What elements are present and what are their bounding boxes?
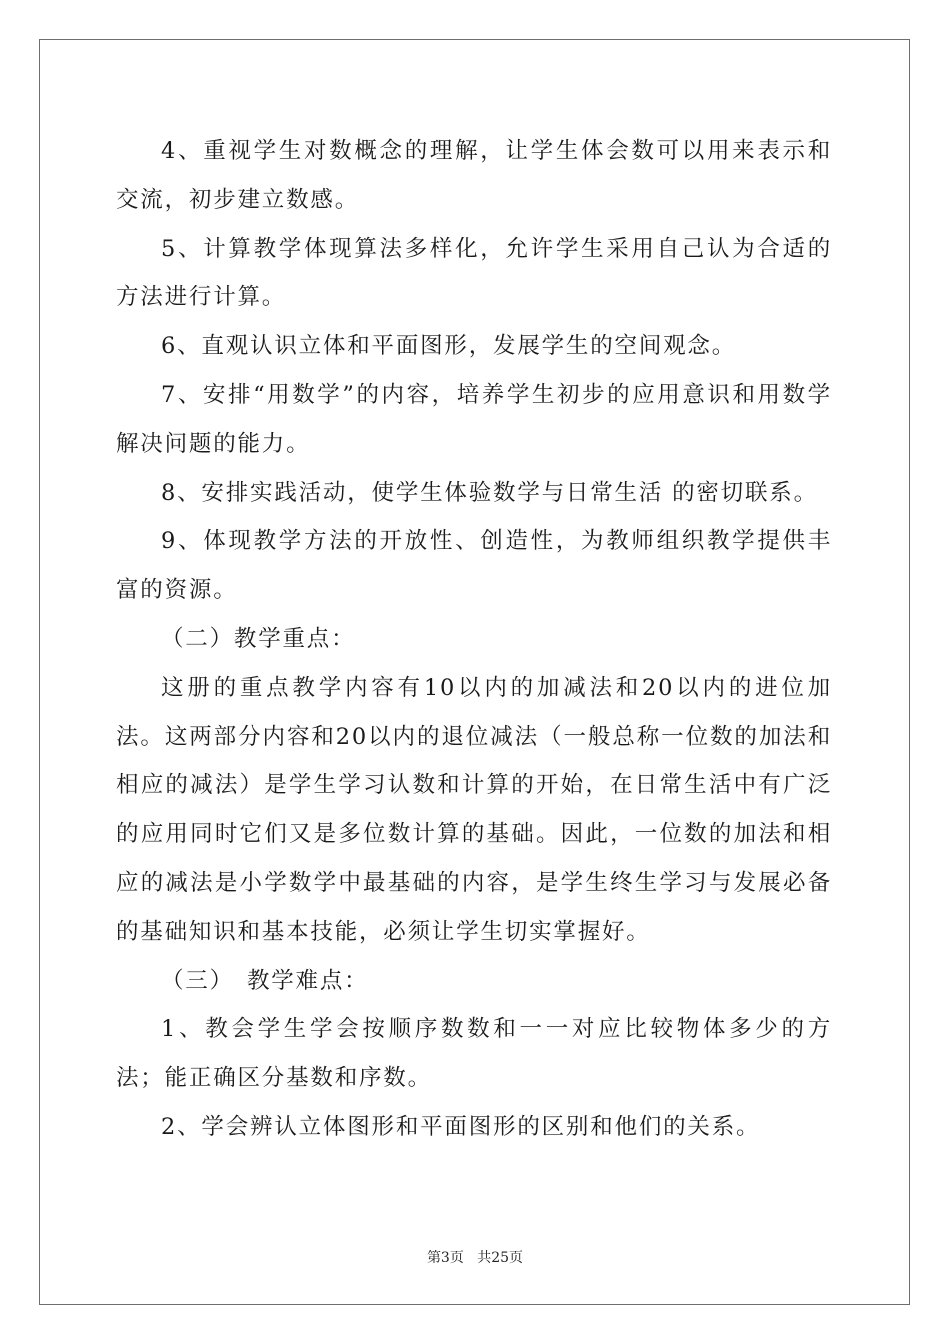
document-body (116, 127, 832, 1152)
paragraph-difficulty-1: 1、教会学生学会按顺序数数和一一对应比较物体多少的方法；能正确区分基数和序数。 (116, 1016, 832, 1092)
page-number: 第3页 (426, 1250, 464, 1266)
paragraph-item-9: 9、体现教学方法的开放性、创造性，为教师组织教学提供丰富的资源。 (116, 528, 832, 604)
paragraph-item-4: 4、重视学生对数概念的理解，让学生体会数可以用来表示和交流，初步建立数感。 (116, 138, 832, 213)
section-heading-key-points: （二）教学重点： (161, 625, 356, 652)
paragraph-item-5: 5、计算教学体现算法多样化，允许学生采用自己认为合适的方法进行计算。 (116, 235, 832, 311)
paragraph-key-points: 这册的重点教学内容有10以内的加减法和20以内的进位加法。这两部分内容和20以内的退位减法（一般总称一位数的加法和相应的减法）是学生学习认数和计算的开始，在日常生活中有广泛的应用同时它们又是多位数计算的基础。因此，一位数的加法和相应的减法是小学数学中最基础的内容，是学生终生学习与发展必备的基础知识和基本技能，必须让学生切实掌握好。 (116, 674, 832, 945)
page-footer (0, 1247, 950, 1267)
page-total: 共25页 (477, 1250, 524, 1266)
paragraph-difficulty-2: 2、学会辨认立体图形和平面图形的区别和他们的关系。 (161, 1113, 761, 1140)
paragraph-item-6: 6、直观认识立体和平面图形，发展学生的空间观念。 (161, 333, 737, 360)
section-heading-difficulties: （三） 教学难点： (161, 967, 369, 994)
paragraph-item-7: 7、安排“用数学”的内容，培养学生初步的应用意识和用数学解决问题的能力。 (116, 381, 832, 457)
paragraph-item-8: 8、安排实践活动，使学生体验数学与日常生活 的密切联系。 (161, 479, 818, 506)
